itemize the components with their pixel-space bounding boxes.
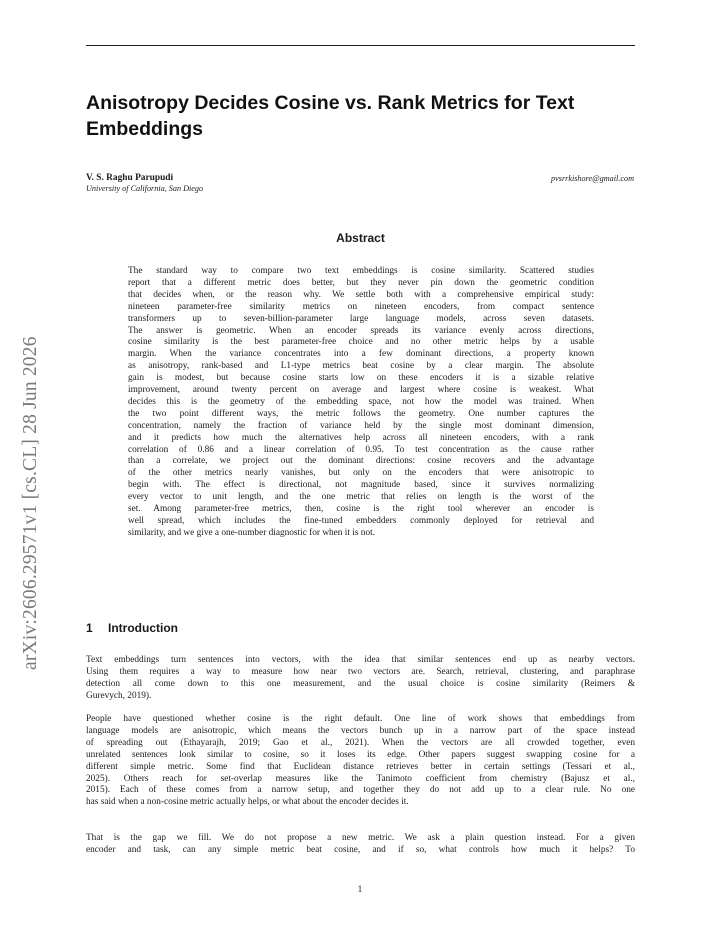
abstract-line: decides this is the geometry of the embedding space, not how the model was trained. When	[128, 396, 594, 407]
intro-paragraph-line: unrelated sentences look similar to cosine, so it loses its edge. Other papers suggest swapping cosine for a	[86, 749, 635, 760]
abstract-line: set. Among parameter-free metrics, then, cosine is the right tool wherever an encoder is	[128, 504, 594, 514]
intro-paragraph-line: of spreading out (Ethayarajh, 2019; Gao et al., 2021). When the vectors are all crowded together, even	[86, 737, 635, 748]
intro-paragraph-line: People have questioned whether cosine is the right default. One line of work shows that embeddings from	[86, 714, 635, 724]
abstract-line: nineteen parameter-free similarity metrics on nineteen encoders, from compact sentence	[128, 301, 594, 312]
abstract-line: concentration, namely the fraction of variance held by the single most dominant dimension,	[128, 420, 594, 431]
abstract-line: transformers up to seven-billion-parameter large language models, across seven datasets.	[128, 313, 594, 324]
intro-paragraph-line: detection all come down to this one measurement, and the usual choice is cosine similarity (Reimers &	[86, 678, 635, 689]
intro-paragraph-line: 2015). Each of these comes from a narrow setup, and together they do not add up to a clear rule. No one	[86, 785, 635, 796]
intro-paragraph-line: Text embeddings turn sentences into vectors, with the idea that similar sentences end up as nearby vectors.	[86, 655, 635, 665]
intro-paragraph-line: Using them requires a way to measure how near two vectors are. Search, retrieval, clustering, and paraphrase	[86, 666, 635, 677]
abstract-line: cosine similarity is the best parameter-free choice and no other metric helps by a usable	[128, 337, 594, 348]
abstract-line: correlation of 0.86 and a linear correlation of 0.95. To test concentration as the cause rather	[128, 444, 594, 455]
intro-paragraph-line: different simple metric. Some find that Euclidean distance retrieves better in certain settings (Tessari et al.,	[86, 761, 635, 772]
section-heading	[86, 621, 178, 635]
author-name: V. S. Raghu Parupudi	[86, 173, 174, 183]
abstract-line: improvement, around twenty percent on average and largest where cosine is weakest. What	[128, 385, 594, 395]
intro-paragraph-line: language models are anisotropic, which means the vectors bunch up in a narrow part of the space instead	[86, 725, 635, 736]
abstract-line: report that a different metric does better, but they never pin down the geometric condition	[128, 277, 594, 288]
intro-paragraph-line: Gurevych, 2019).	[86, 690, 152, 701]
arxiv-side-stamp: arXiv:2606.29571v1 [cs.CL] 28 Jun 2026	[20, 336, 41, 670]
abstract-line: every vector to unit length, and the one metric that relies on length is the worst of the	[128, 492, 594, 503]
top-rule	[86, 45, 635, 46]
intro-paragraph-line: 2025). Others reach for set-overlap measures like the Tanimoto coefficient from chemistry (Bajusz et al.,	[86, 773, 635, 784]
abstract-line: The answer is geometric. When an encoder spreads its variance evenly across directions,	[128, 325, 594, 336]
section-number: 1	[86, 621, 93, 635]
author-email: pvsrrkishore@gmail.com	[551, 174, 634, 183]
abstract-line: than a correlate, we project out the dominant directions: cosine recovers and the advantage	[128, 456, 594, 467]
author-affiliation: University of California, San Diego	[86, 184, 204, 193]
section-title: Introduction	[108, 621, 178, 635]
abstract-line: as anisotropy, rank-based and L1-type metrics beat cosine by a clear margin. The absolute	[128, 361, 594, 372]
abstract-line: well spread, which includes the fine-tuned embedders commonly deployed for retrieval and	[128, 515, 594, 526]
abstract-line: and it predicts how much the alternatives help across all nineteen encoders, with a rank	[128, 432, 594, 443]
abstract-line: similarity, and we give a one-number diagnostic for when it is not.	[128, 527, 375, 538]
abstract-line: that decides when, or the reason why. We settle both with a comprehensive empirical study:	[128, 289, 594, 300]
abstract-heading: Abstract	[336, 231, 385, 245]
abstract-line: gain is modest, but because cosine starts low on these encoders it is a sizable relative	[128, 373, 594, 384]
intro-paragraph-line: That is the gap we fill. We do not propose a new metric. We ask a plain question instead. For a given	[86, 833, 635, 843]
intro-paragraph-line: has said when a non-cosine metric actually helps, or what about the encoder decides it.	[86, 797, 409, 808]
abstract-line: The standard way to compare two text embeddings is cosine similarity. Scattered studies	[128, 266, 594, 276]
page-number: 1	[357, 885, 363, 895]
abstract-line: the two point different ways, the metric follows the geometry. One number captures the	[128, 408, 594, 419]
abstract-line: begin with. The effect is directional, not magnitude based, since it survives normalizing	[128, 480, 594, 491]
paper-title: Anisotropy Decides Cosine vs. Rank Metrics for Text Embeddings	[86, 92, 575, 140]
intro-paragraph-line: encoder and task, can any simple metric beat cosine, and if so, what controls how much it helps? To	[86, 844, 635, 855]
abstract-line: margin. When the variance concentrates into a few dominant directions, a property known	[128, 349, 594, 360]
abstract-line: of the other metrics nearly vanishes, but only on the encoders that were anisotropic to	[128, 468, 594, 479]
